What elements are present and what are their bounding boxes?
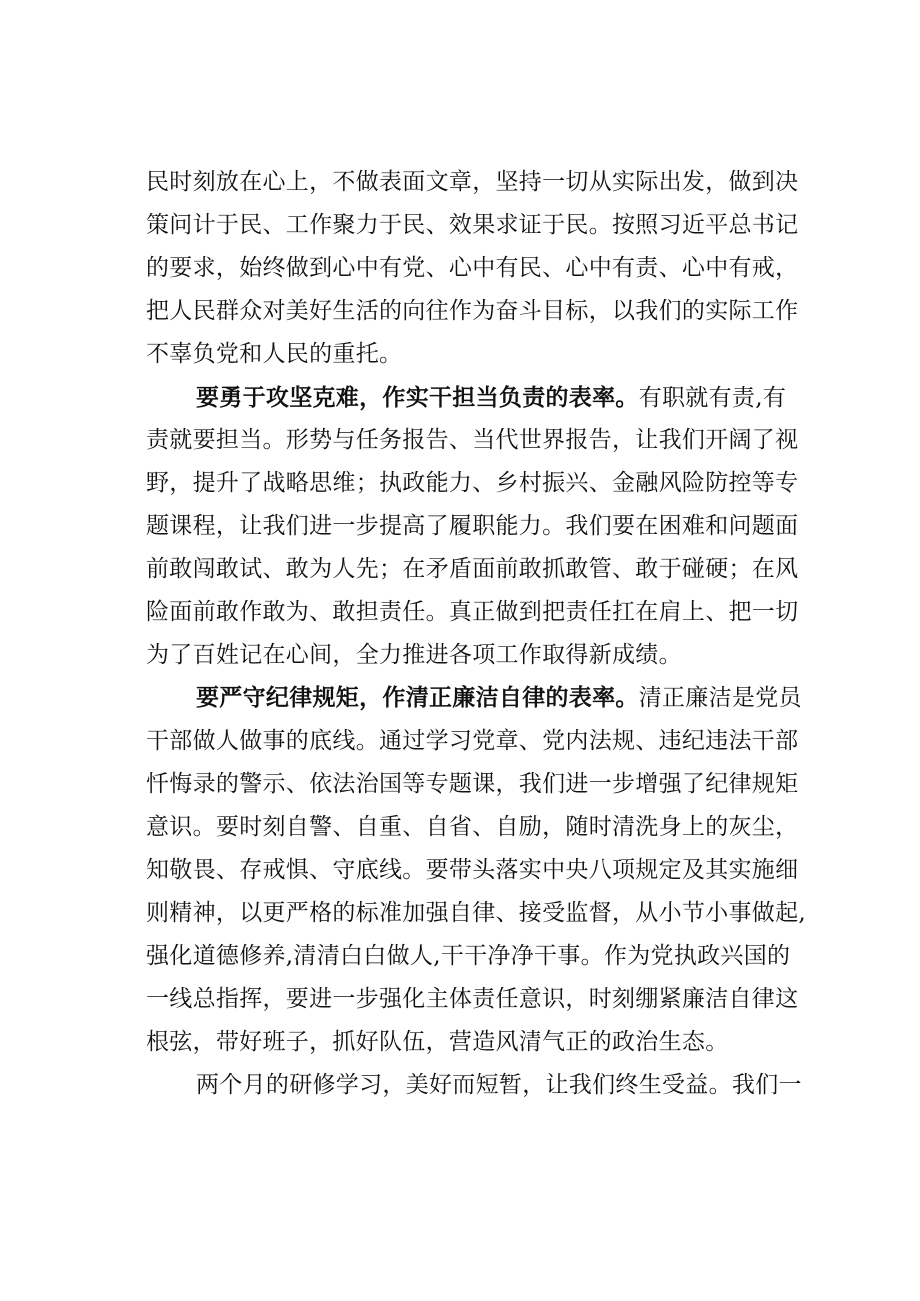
paragraph-1-line-1: 民时刻放在心上，不做表面文章，坚持一切从实际出发，做到决 (146, 169, 799, 195)
paragraph-2-line-5: 前敢闯敢试、敢为人先；在矛盾面前敢抓敢管、敢于碰硬；在风 (146, 556, 799, 582)
paragraph-4-first-line: 两个月的研修学习，美好而短暂，让我们终生受益。我们一 (196, 1072, 802, 1098)
paragraph-1-line-3: 的要求，始终做到心中有党、心中有民、心中有责、心中有戒， (146, 255, 799, 281)
paragraph-3-line-9: 根弦，带好班子，抓好队伍，营造风清气正的政治生态。 (146, 1029, 729, 1055)
paragraph-2-line-7: 为了百姓记在心间，全力推进各项工作取得新成绩。 (146, 642, 682, 668)
paragraph-2-heading: 要勇于攻坚克难，作实干担当负责的表率。 (196, 384, 639, 411)
paragraph-2-first-line (196, 383, 786, 413)
paragraph-3-line-8: 一线总指挥，要进一步强化主体责任意识，时刻绷紧廉洁自律这 (146, 986, 799, 1012)
paragraph-2-line-4: 题课程，让我们进一步提高了履职能力。我们要在困难和问题面 (146, 513, 799, 539)
paragraph-1-line-2: 策问计于民、工作聚力于民、效果求证于民。按照习近平总书记 (146, 212, 799, 238)
paragraph-2-line-2: 责就要担当。形势与任务报告、当代世界报告，让我们开阔了视 (146, 427, 799, 453)
paragraph-3-line-7: 强化道德修养,清清白白做人,干干净净干事。作为党执政兴国的 (146, 943, 791, 969)
paragraph-2-first-line-rest: 有职就有责,有 (638, 385, 787, 411)
paragraph-3-line-6: 则精神，以更严格的标准加强自律、接受监督，从小节小事做起, (146, 900, 807, 926)
paragraph-3-first-line-rest: 清正廉洁是党员 (638, 685, 802, 711)
paragraph-2-line-3: 野，提升了战略思维；执政能力、乡村振兴、金融风险防控等专 (146, 470, 799, 496)
paragraph-3-line-2: 干部做人做事的底线。通过学习党章、党内法规、违纪违法干部 (146, 728, 799, 754)
paragraph-2-line-6: 险面前敢作敢为、敢担责任。真正做到把责任扛在肩上、把一切 (146, 599, 799, 625)
paragraph-3-first-line (196, 683, 802, 713)
paragraph-3-line-4: 意识。要时刻自警、自重、自省、自励，随时清洗身上的灰尘， (146, 814, 799, 840)
paragraph-3-line-3: 忏悔录的警示、依法治国等专题课，我们进一步增强了纪律规矩 (146, 771, 799, 797)
paragraph-1-line-4: 把人民群众对美好生活的向往作为奋斗目标，以我们的实际工作 (146, 298, 799, 324)
paragraph-3-line-5: 知敬畏、存戒惧、守底线。要带头落实中央八项规定及其实施细 (146, 857, 799, 883)
paragraph-1-line-5: 不辜负党和人民的重托。 (146, 341, 403, 367)
paragraph-3-heading: 要严守纪律规矩，作清正廉洁自律的表率。 (196, 684, 639, 711)
